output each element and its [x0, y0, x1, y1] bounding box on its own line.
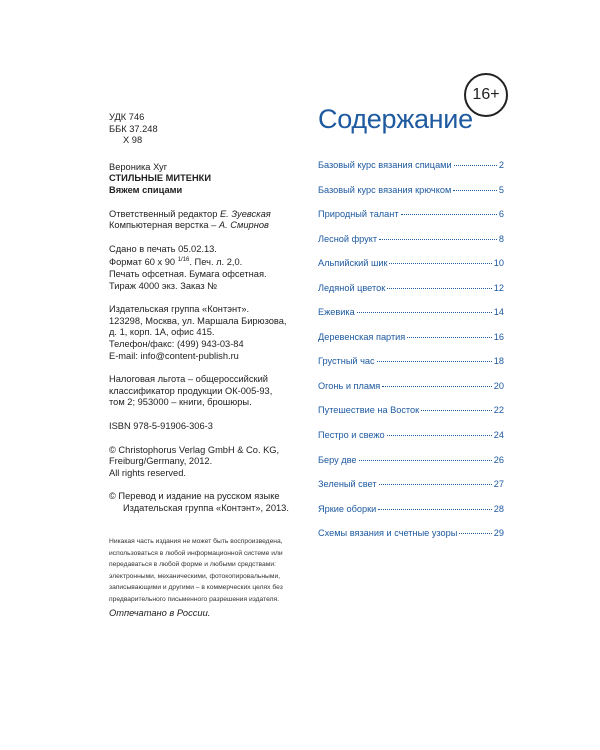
toc-leader-dots [357, 312, 492, 313]
toc-entry [318, 356, 504, 381]
toc-entry-page: 26 [493, 454, 504, 465]
copyright-line-2: Freiburg/Germany, 2012. [109, 456, 213, 467]
toc-entry [318, 528, 504, 553]
layout-label: Компьютерная верстка – [109, 220, 217, 231]
toc-leader-dots [382, 386, 492, 387]
toc-entry-label: Огонь и пламя [318, 380, 381, 391]
toc-entry-page: 5 [498, 184, 504, 195]
publisher-address-1: 123298, Москва, ул. Маршала Бирюзова, [109, 315, 287, 326]
toc-entry-page: 2 [498, 160, 504, 170]
print-signed: Сдано в печать 05.02.13. [109, 243, 217, 254]
toc-entry-label: Базовый курс вязания спицами [318, 160, 452, 170]
toc-entry [318, 405, 504, 430]
print-type: Печать офсетная. Бумага офсетная. [109, 269, 267, 280]
copyright-line-1: © Christophorus Verlag GmbH & Co. KG, [109, 444, 280, 455]
toc-entry-label: Альпийский шик [318, 258, 388, 269]
toc-entry [318, 283, 504, 308]
editor-name: Е. Зуевская [219, 208, 271, 219]
publisher-address-2: д. 1, корп. 1А, офис 415. [109, 327, 215, 338]
printed-in: Отпечатано в России. [109, 608, 211, 618]
isbn: ISBN 978-5-91906-306-3 [109, 420, 213, 431]
toc-entry-label: Зеленый свет [318, 479, 377, 490]
toc-entry-label: Пестро и свежо [318, 430, 385, 441]
toc-leader-dots [421, 410, 492, 411]
udk-code: УДК 746 [109, 112, 145, 122]
toc-leader-dots [407, 337, 491, 338]
rights-line: записывающими и другими – в коммерческих целях без [109, 584, 283, 591]
publisher-email: E-mail: info@content-publish.ru [109, 350, 239, 361]
toc-leader-dots [387, 288, 492, 289]
circulation: Тираж 4000 экз. Заказ № [109, 280, 218, 291]
rights-line: предварительного письменного разрешения издателя. [109, 595, 279, 603]
toc-entry [318, 455, 504, 480]
rights-line: передаваться в любой форме и любыми средствами: [109, 561, 276, 568]
toc-entry [318, 307, 504, 332]
toc-leader-dots [401, 214, 497, 215]
rights-line: Никакая часть издания не может быть воспроизведена, [109, 538, 283, 545]
rights-notice [109, 536, 309, 605]
toc-entry [318, 504, 504, 529]
translation-line-2: Издательская группа «Контэнт», 2013. [123, 502, 289, 513]
format-suffix: . Печ. л. 2,0. [189, 257, 243, 268]
author-code: Х 98 [123, 135, 143, 146]
toc-entry-page: 6 [498, 209, 504, 220]
toc-entry [318, 381, 504, 406]
toc-entry-page: 16 [493, 331, 504, 342]
toc-entry-page: 28 [493, 503, 504, 514]
toc-entry [318, 479, 504, 504]
toc-entry-label: Ледяной цветок [318, 282, 386, 293]
toc-entry-page: 24 [493, 430, 504, 441]
toc-entry [318, 258, 504, 283]
copyright-line-3: All rights reserved. [109, 467, 186, 478]
format-line [109, 255, 304, 269]
toc-entry-page: 12 [493, 282, 504, 293]
rights-line: электронными, механическими, фотокопировальными, [109, 572, 281, 580]
toc-leader-dots [377, 361, 492, 362]
editor-line [109, 209, 304, 221]
toc-leader-dots [359, 460, 492, 461]
editor-label: Ответственный редактор [109, 208, 218, 219]
book-title: СТИЛЬНЫЕ МИТЕНКИ [109, 173, 212, 184]
format-fraction: 1/16 [177, 257, 190, 264]
toc-entry [318, 209, 504, 234]
toc-leader-dots [453, 190, 497, 191]
rights-line: использоваться в любой информационной системе или [109, 549, 283, 557]
book-subtitle: Вяжем спицами [109, 184, 183, 195]
toc-entry-label: Базовый курс вязания крючком [318, 184, 452, 195]
toc-leader-dots [379, 239, 497, 240]
toc-leader-dots [389, 263, 491, 264]
toc-entry-label: Беру две [318, 454, 357, 465]
table-of-contents [318, 160, 504, 553]
toc-leader-dots [378, 509, 491, 510]
toc-entry-page: 20 [493, 380, 504, 391]
toc-entry-page: 18 [493, 356, 504, 367]
contents-title: Содержание [318, 104, 473, 134]
bbk-code: ББК 37.248 [109, 123, 158, 134]
author-name: Вероника Хуг [109, 161, 168, 172]
publisher-name: Издательская группа «Контэнт». [109, 304, 250, 315]
translation-line-1: © Перевод и издание на русском языке [109, 491, 280, 502]
toc-leader-dots [459, 533, 491, 534]
toc-leader-dots [379, 484, 492, 485]
toc-entry [318, 332, 504, 357]
toc-entry-label: Схемы вязания и счетные узоры [318, 528, 458, 539]
toc-leader-dots [454, 165, 497, 166]
format-prefix: Формат 60 х 90 [109, 257, 176, 268]
toc-entry [318, 430, 504, 455]
tax-line-2: классификатор продукции ОК-005-93, [109, 385, 273, 396]
toc-entry-page: 10 [493, 258, 504, 269]
toc-entry-label: Природный талант [318, 209, 399, 220]
tax-line-1: Налоговая льгота – общероссийский [109, 374, 268, 385]
toc-entry [318, 234, 504, 259]
toc-entry-page: 22 [493, 405, 504, 416]
toc-entry-label: Ежевика [318, 307, 355, 318]
toc-entry-page: 14 [493, 307, 504, 318]
age-rating-badge: 16+ [464, 73, 508, 117]
toc-entry-page: 27 [493, 479, 504, 490]
toc-entry-page: 8 [498, 233, 504, 244]
toc-entry-label: Грустный час [318, 356, 375, 367]
toc-leader-dots [387, 435, 492, 436]
toc-entry-page: 29 [493, 528, 504, 539]
tax-line-3: том 2; 953000 – книги, брошюры. [109, 397, 252, 408]
toc-entry-label: Путешествие на Восток [318, 405, 420, 416]
imprint-block [109, 112, 304, 515]
toc-entry-label: Деревенская партия [318, 331, 406, 342]
publisher-phone: Телефон/факс: (499) 943-03-84 [109, 339, 244, 349]
toc-entry-label: Яркие оборки [318, 503, 377, 514]
layout-name: А. Смирнов [218, 220, 269, 231]
toc-entry [318, 160, 504, 185]
toc-entry [318, 185, 504, 210]
layout-line [109, 220, 304, 232]
toc-entry-label: Лесной фрукт [318, 233, 378, 244]
